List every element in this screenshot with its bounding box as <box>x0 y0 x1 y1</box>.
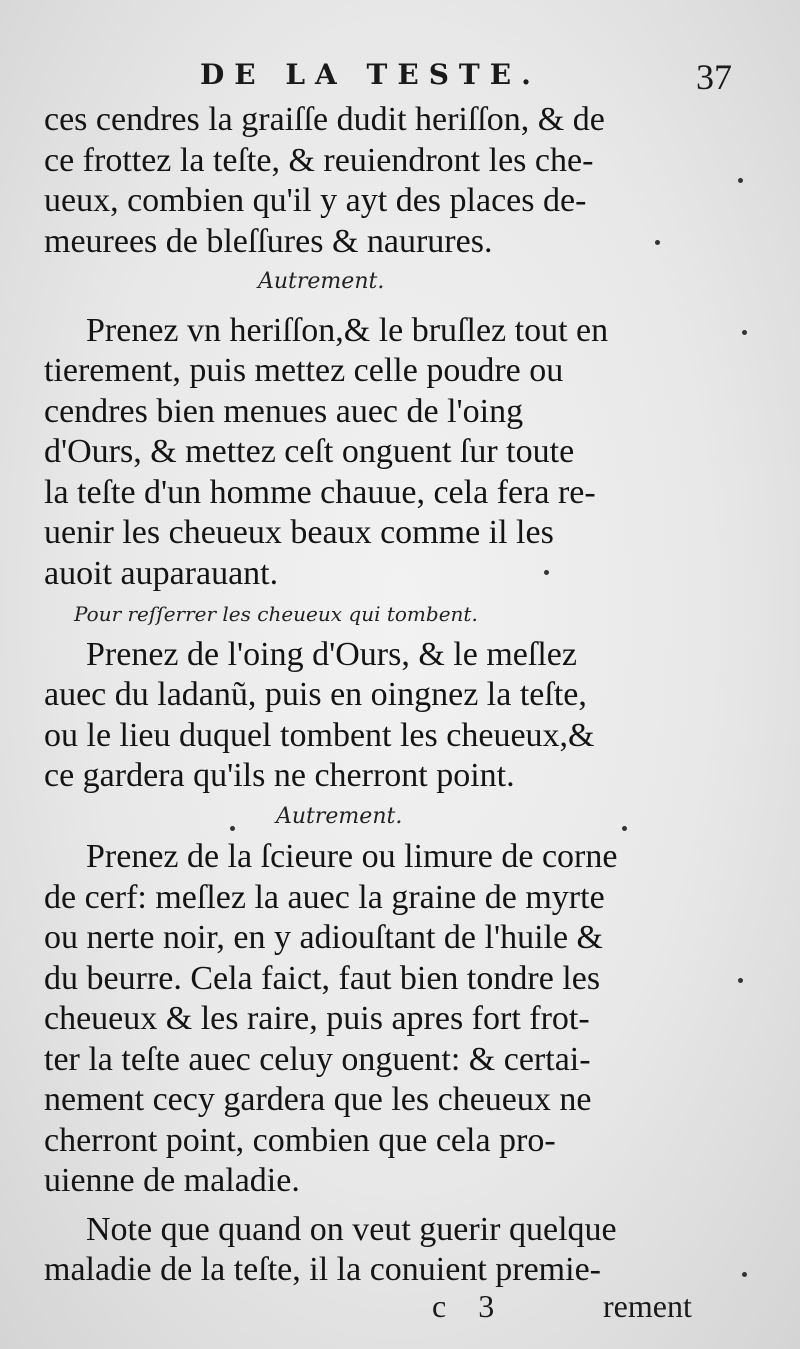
text-line: Prenez de l'oing d'Ours, & le meſlez <box>86 635 577 673</box>
ink-speck <box>738 178 743 183</box>
paragraph-deer-horn <box>44 837 734 1202</box>
text-line: ce gardera qu'ils ne cherront point. <box>44 757 515 794</box>
catchword: rement <box>603 1288 692 1324</box>
ink-speck <box>738 978 743 983</box>
text-line: la teſte d'un homme chauue, cela fera re- <box>44 473 596 511</box>
text-line: du beurre. Cela faict, faut bien tondre les <box>44 959 601 997</box>
text-line: Note que quand on veut guerir quelque <box>86 1210 617 1248</box>
text-line: meurees de bleſſures & naurures. <box>44 222 493 260</box>
page-body <box>44 100 734 1291</box>
ink-speck <box>655 240 660 245</box>
ink-speck <box>544 570 549 575</box>
signature-mark: c 3 <box>432 1288 507 1324</box>
text-line: ueux, combien qu'il y ayt des places de- <box>44 182 587 219</box>
paragraph-remedy-hedgehog <box>44 311 734 595</box>
ink-speck <box>742 330 747 335</box>
text-line: d'Ours, & mettez ceſt onguent ſur toute <box>44 433 575 470</box>
section-heading: Autrement. <box>258 269 385 294</box>
text-line: uienne de maladie. <box>44 1162 300 1199</box>
ink-speck <box>742 1272 747 1277</box>
text-line: auec du ladanũ, puis en oingnez la teſte, <box>44 676 587 713</box>
text-line: ces cendres la graiſſe dudit heriſſon, & de <box>44 101 605 138</box>
text-line: uenir les cheueux beaux comme il les <box>44 514 554 551</box>
running-head: DE LA TESTE. <box>200 58 541 91</box>
paragraph-note <box>44 1210 734 1291</box>
text-line: Prenez vn heriſſon,& le bruſlez tout en <box>86 311 609 349</box>
paragraph-continuation <box>44 100 734 262</box>
text-line: ou nerte noir, en y adiouſtant de l'huile & <box>44 919 604 956</box>
text-line: tierement, puis mettez celle poudre ou <box>44 352 564 389</box>
text-line: nement cecy gardera que les cheueux ne <box>44 1081 592 1118</box>
text-line: maladie de la teſte, il la conuient premie- <box>44 1251 601 1288</box>
section-heading: Autrement. <box>276 803 403 829</box>
text-line: de cerf: meſlez la auec la graine de myrte <box>44 878 605 916</box>
text-line: Prenez de la ſcieure ou limure de corne <box>86 838 618 875</box>
paragraph-bear-grease <box>44 635 734 797</box>
ink-speck <box>622 826 627 831</box>
section-heading: Pour reſſerrer les cheueux qui tombent. <box>74 602 478 626</box>
text-line: ce frottez la teſte, & reuiendront les che- <box>44 141 594 179</box>
page-number: 37 <box>696 57 732 97</box>
text-line: auoit auparauant. <box>44 554 279 592</box>
text-line: cheueux & les raire, puis apres fort frot- <box>44 1000 590 1037</box>
page-header <box>0 58 800 98</box>
text-line: cendres bien menues auec de l'oing <box>44 392 524 430</box>
text-line: ou le lieu duquel tombent les cheueux,& <box>44 716 595 754</box>
ink-speck <box>230 826 235 831</box>
text-line: cherront point, combien que cela pro- <box>44 1121 556 1159</box>
text-line: ter la teſte auec celuy onguent: & certai- <box>44 1040 591 1078</box>
page-footer <box>0 1288 800 1328</box>
